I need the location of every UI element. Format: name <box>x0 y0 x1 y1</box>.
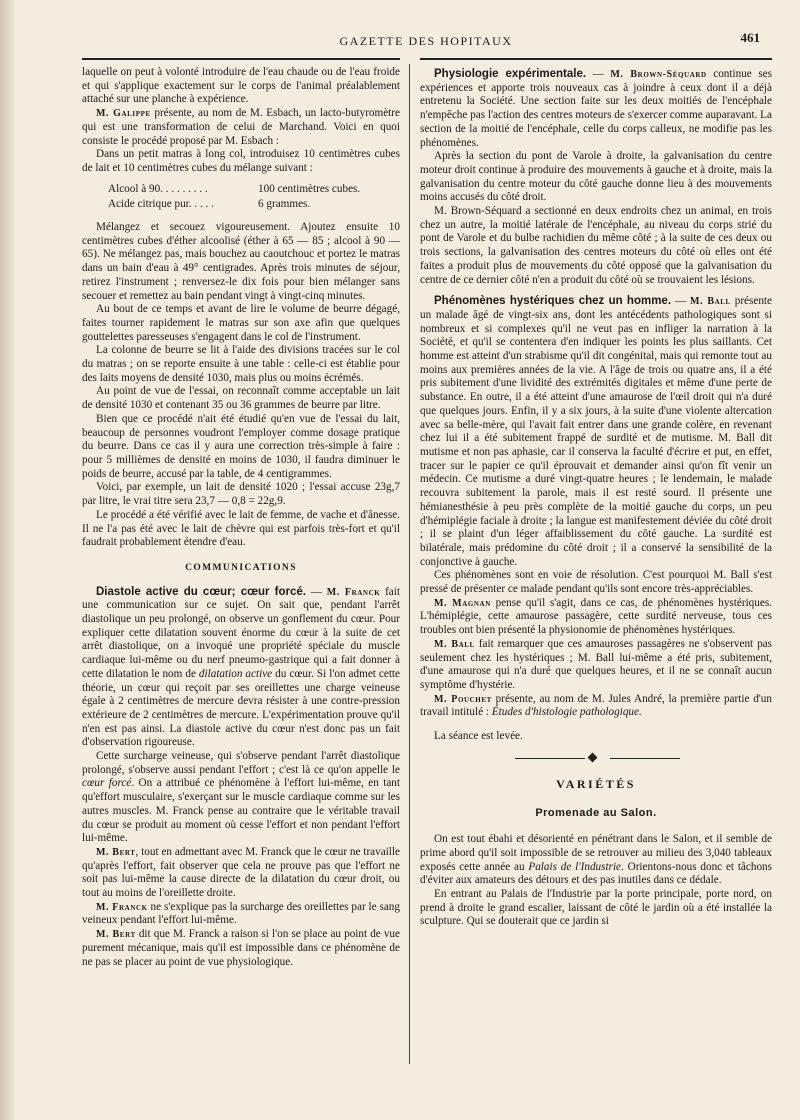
paragraph-text: continue ses expériences et apporte trois nouveaux cas à joindre à ceux dont il a déjà entretenu la Société. Une section faite sur les deux moitiés de l'encéphale n'empêche pas l'action des centres moteurs de s'exercer comme auparavant. La section de la moitié de l'encéphale, celle du corps calleux, ne modifie pas les phénomènes. <box>420 68 772 149</box>
page-header <box>82 30 770 52</box>
subsection-title: Promenade au Salon. <box>535 807 657 820</box>
ornament-line <box>610 758 680 759</box>
paragraph-text: fait une communication sur ce sujet. On sait que, pendant l'arrêt diastolique un peu prolongé, on observe un gonflement du cœur. Pour expliquer cette dilatation souvent énorme du cœur à la suite de cet arrêt diastolique, on a invoqué une propriété spéciale du muscle cardiaque lui-même ou du nerf pneumo-gastrique qui a fait donner à cette dilatation le nom de <box>82 585 400 680</box>
speaker-name: M. Ball <box>434 638 475 650</box>
paragraph: Au bout de ce temps et avant de lire le volume de beurre dégagé, faites tourner rapidement le matras sur son axe afin que quelques gouttelettes paresseuses s'engagent dans le col de l'instrument. <box>82 303 400 343</box>
italic-term: Palais de l'Industrie <box>528 860 622 873</box>
speaker-name: M. Pouchet <box>434 693 492 705</box>
section-title: VARIÉTÉS <box>556 776 636 791</box>
paragraph: Voici, par exemple, un lait de densité 1020 ; l'essai accuse 23g,7 par litre, le vrai titre sera 23,7 — 0,8 = 22g,9. <box>82 481 400 508</box>
header-rule-right <box>420 58 772 60</box>
paragraph: Mélangez et secouez vigoureusement. Ajoutez ensuite 10 centimètres cubes d'éther alcoolisé (éther à 65 — 85 ; alcool à 90 — 65). Ne mélangez pas, mais bouchez au caoutchouc et portez le matras dans un bain d'eau à 49° centigrades. Après trois minutes de séjour, retirez l'instrument ; renversez-le dix fois pour bien mélanger sans secouer et remettez au bain pendant vingt à vingt-cinq minutes. <box>82 221 400 302</box>
paragraph-text: Cette surcharge veineuse, qui s'observe pendant l'arrêt diastolique prolongé, s'observe aussi pendant l'effort ; c'est là ce qu'on appelle le <box>82 750 400 776</box>
paragraph-text: présente, au nom de M. Esbach, un lacto-butyromètre qui est une transformation de celui de Marchand. Voici en quoi consiste le procédé proposé par M. Esbach : <box>82 107 400 147</box>
diamond-icon <box>588 752 598 762</box>
paragraph <box>82 928 400 969</box>
formula-label: Alcool à 90. . . . . . . . . <box>108 182 208 195</box>
paragraph: Physiologie expérimentale. — M. Brown-Séquard continue ses expériences et apporte trois nouveaux cas à joindre à ceux dont il a déjà entretenu la Société. Une section faite sur les deux moitiés de l'encéphale n'empêche pas l'action des centres moteurs de s'exercer comme auparavant. La section de la moitié de l'encéphale, celle du corps calleux, ne modifie pas les phénomènes. <box>420 68 772 149</box>
paragraph-text: pense qu'il s'agit, dans ce cas, de phénomènes hystériques. L'hémiplégie, cette amaurose passagère, cette surdité nerveuse, tous ces troubles ont bien présenté la physionomie de phénomènes hystériques. <box>420 596 772 637</box>
paragraph <box>420 597 772 638</box>
paragraph: Dans un petit matras à long col, introduisez 10 centimètres cubes de lait et 10 centimètres cubes du mélange suivant : <box>82 148 400 174</box>
paragraph-text: . On a attribué ce phénomène à l'effort lui-même, en tant qu'effort musculaire, s'exerçant sur le muscle cardiaque comme sur les autres muscles. M. Franck pense au contraire que le véritable travail du cœur se produit au moment où cesse l'effort et non pendant l'effort lui-même. <box>82 777 401 845</box>
paragraph-text: fait remarquer que ces amauroses passagères ne s'observent pas seulement chez les hystériques ; M. Ball lui-même a été pris, subitement, d'une amaurose qui n'a duré que quelques heures, et il ne se connaît aucun symptôme d'hystérie. <box>420 637 772 691</box>
article-heading: Diastole active du cœur; cœur forcé. <box>96 585 306 598</box>
paragraph: Le procédé a été vérifié avec le lait de femme, de vache et d'ânesse. Il ne l'a pas été avec le lait de chèvre qui est parfois très-fort et qu'il faudrait probablement étendre d'eau. <box>82 508 400 549</box>
header-rule-left <box>82 58 400 60</box>
paragraph-text: dit que M. Franck a raison si l'on se place au point de vue purement mécanique, mais qu'il est impossible dans ce phénomène de ne pas se placer au point de vue physiologique. <box>82 928 400 968</box>
paragraph: Ces phénomènes sont en voie de résolution. C'est pourquoi M. Ball s'est pressé de présenter ce malade pendant qu'ils sont encore très-appréciables. <box>420 569 772 596</box>
paragraph <box>82 107 400 148</box>
section-title: COMMUNICATIONS <box>185 562 297 573</box>
paragraph: Phénomènes hystériques chez un homme. — M. Ball présente un malade âgé de vingt-six ans, dont les antécédents pathologiques sont si nombreux et si complexes qu'il ne veut pas en infliger la narration à la Société, et qu'il se contentera d'en indiquer les points les plus saillants. Cet homme est atteint d'un strabisme qu'il dit congénital, mais qui remonte tout au moins aux premières années de la vie. A l'âge de trois ou quatre ans, il a été pris subitement d'une lividité des extrémités digitales et même d'une perte de substance. En outre, il a été atteint d'une amaurose de l'œil droit qui n'a duré que quelques jours. Enfin, il y a six jours, à la suite d'une violente altercation avec sa belle-mère, qui l'avait fait entrer dans une grande colère, en revenant chez lui il a été subitement frappé de surdité et de mutisme. M. Ball dit mutisme et non pas aphasie, car il conserva la faculté d'écrire et put, en effet, tracer sur le papier ce qu'il éprouvait et demander ainsi qu'on fît venir un médecin. Ce mutisme a duré vingt-quatre heures ; le lendemain, le malade recouvra subitement la parole, mais il est resté sourd. Il présente une hémianesthésie à peu près complète de la moitié gauche du corps, un peu d'hémiplégie faciale à droite ; la langue est manifestement déviée du côté droit ; il se plaint d'un léger affaiblissement du côté gauche. La surdité est bilatérale, mais prédomine du côté droit ; il a conservé la sensibilité de la conjonctive à gauche. <box>420 295 772 568</box>
formula-value: 100 centimètres cubes. <box>258 182 361 195</box>
paragraph-text: , tout en admettant avec M. Franck que le cœur ne travaille qu'après l'effort, fait observer que cela ne prouve pas que l'effort ne soit pas lui-même la cause directe de la dilatation du cœur droit, ou tout au moins de l'oreillette droite. <box>82 845 400 900</box>
paragraph: Au point de vue de l'essai, on reconnaît comme acceptable un lait de densité 1030 et contenant 35 ou 36 grammes de beurre par litre. <box>82 385 400 412</box>
paragraph <box>82 846 400 901</box>
paragraph: En entrant au Palais de l'Industrie par la porte principale, porte nord, on prend à droite le grand escalier, laissant de côté le jardin où a été installée la sculpture. Qui se douterait que ce jardin si <box>420 887 772 928</box>
paragraph <box>420 693 772 720</box>
paragraph-text: ne s'explique pas la surcharge des oreillettes par le sang veineux pendant l'effort lui-même. <box>82 900 400 927</box>
paragraph: Diastole active du cœur; cœur forcé. — M. Franck fait une communication sur ce sujet. On sait que, pendant l'arrêt diastolique un peu prolongé, on observe un gonflement du cœur. Pour expliquer cette dilatation souvent énorme du cœur à la suite de cet arrêt diastolique, on a invoqué une propriété spéciale du muscle cardiaque lui-même ou du nerf pneumo-gastrique qui a fait donner à cette dilatation le nom de dilatation active du cœur. Si l'on admet cette théorie, un cœur qui reçoit par ses oreillettes une charge veineuse égale à 2 centimètres de mercure devra résister à une contre-pression extérieure de 2 centimètres de mercure. L'expérimentation prouve qu'il n'en est pas ainsi. La diastole active du cœur n'est donc pas un fait d'observation rigoureuse. <box>82 585 401 749</box>
speaker-name: M. Bert <box>96 929 136 941</box>
speaker-name: M. Galippe <box>96 108 151 120</box>
speaker-name: M. Magnan <box>434 597 491 609</box>
paragraph: La séance est levée. <box>434 730 523 743</box>
speaker-name: M. Bert <box>96 846 136 858</box>
paragraph: laquelle on peut à volonté introduire de l'eau chaude ou de l'eau froide et qui s'applique exactement sur le corps de l'animal préalablement attaché sur une planche à expérience. <box>82 66 400 106</box>
paragraph: M. Brown-Séquard a sectionné en deux endroits chez un animal, en trois chez un autre, la moitié latérale de l'encéphale, au niveau du corps strié du pont de Varole et du bulbe rachidien du même côté ; à la suite de ces deux ou trois sections, la galvanisation des centres moteurs du côté où elles ont été faites a produit plus de mouvements du côté opposé que la galvanisation du centre de ce dernier côté n'en a produit du côté où se trouvaient les lésions. <box>420 205 772 286</box>
ornament-line <box>515 758 585 759</box>
paragraph: Après la section du pont de Varole à droite, la galvanisation du centre moteur droit continue à produire des mouvements à gauche et à droite, mais la galvanisation du centre moteur du côté gauche donne lieu à des mouvements moins accusés du côté droit. <box>420 150 772 204</box>
paragraph <box>420 638 772 693</box>
formula-table <box>108 182 360 213</box>
formula-row <box>108 182 360 198</box>
running-title: GAZETTE DES HOPITAUX <box>339 34 513 48</box>
speaker-name: M. Ball <box>690 296 731 308</box>
speaker-name: M. Brown-Séquard <box>610 69 707 80</box>
italic-title: Études d'histologie pathologique. <box>491 706 642 719</box>
left-column <box>82 66 400 969</box>
paragraph <box>420 833 772 888</box>
paragraph <box>82 750 400 846</box>
formula-label: Acide citrique pur. . . . . <box>108 198 214 211</box>
paragraph-text: présente, au nom de M. Jules André, la première partie d'un travail intitulé : <box>420 692 772 719</box>
paragraph-text: présente un malade âgé de vingt-six ans, dont les antécédents pathologiques sont si nombreux et si complexes qu'il ne veut pas en infliger la narration à la Société, et qu'il se contentera d'en indiquer les points les plus saillants. Cet homme est atteint d'un strabisme qu'il dit congénital, mais qui remonte tout au moins aux premières années de la vie. A l'âge de trois ou quatre ans, il a été pris subitement d'une lividité des extrémités digitales et même d'une perte de substance. En outre, il a été atteint d'une amaurose de l'œil droit qui n'a duré que quelques jours. Enfin, il y a six jours, à la suite d'une violente altercation avec sa belle-mère, qui l'avait fait entrer dans une grande colère, en revenant chez lui il a été subitement frappé de surdité et de mutisme. M. Ball dit mutisme et non pas aphasie, car il conserva la faculté d'écrire et put, en effet, tracer sur le papier ce qu'il éprouvait et demander ainsi qu'on fît venir un médecin. Ce mutisme a duré vingt-quatre heures ; le lendemain, le malade recouvra subitement la parole, mais il est resté sourd. Il présente une hémianesthésie à peu près complète de la moitié gauche du corps, un peu d'hémiplégie faciale à droite ; la langue est manifestement déviée du côté droit ; il se plaint d'un léger affaiblissement du côté gauche. La surdité est bilatérale, mais prédomine du côté droit ; il a conservé la sensibilité de la conjonctive à gauche. <box>420 295 772 568</box>
right-column <box>420 68 772 929</box>
page-binding-edge <box>0 0 14 1120</box>
paragraph-text: du cœur. Si l'on admet cette théorie, un cœur qui reçoit par ses oreillettes une charge veineuse égale à 2 centimètres de mercure devra résister à une contre-pression extérieure de 2 centimètres de mercure. L'expérimentation prouve qu'il n'en est pas ainsi. La diastole active du cœur n'est donc pas un fait d'observation rigoureuse. <box>82 667 401 749</box>
ornament-divider <box>420 752 772 764</box>
italic-term: cœur forcé <box>82 777 132 790</box>
paragraph: La colonne de beurre se lit à l'aide des divisions tracées sur le col du matras ; on se reporte ensuite à une table : celle-ci est établie pour des laits moyens de densité 1030, mais plus ou moins écrémés. <box>82 344 400 384</box>
speaker-name: M. Franck <box>96 901 148 913</box>
speaker-name: M. Franck <box>326 586 381 598</box>
formula-row <box>108 197 360 213</box>
column-divider <box>409 64 410 1064</box>
paragraph: Bien que ce procédé n'ait été étudié qu'en vue de l'essai du lait, beaucoup de personnes voudront l'employer comme dosage pratique du beurre. Dans ce cas il y aura une correction très-simple à faire : pour 5 millièmes de densité en moins de 1030, il faudra diminuer le poids de beurre, accusé par la table, de 4 centigrammes. <box>82 412 400 480</box>
paragraph-text: On est tout ébahi et désorienté en pénétrant dans le Salon, et il semble de prime abord qu'il soit impossible de se retrouver au milieu des 3,040 tableaux exposés cette année au <box>420 833 772 873</box>
paragraph-text: . Orientons-nous donc et tâchons d'éviter aux amateurs des détours et des pas inutiles dans ce dédale. <box>420 860 772 887</box>
italic-term: dilatation active <box>198 667 273 680</box>
formula-value: 6 grammes. <box>258 198 311 211</box>
article-heading: Phénomènes hystériques chez un homme. <box>434 295 672 308</box>
article-heading: Physiologie expérimentale. <box>434 68 587 80</box>
page-number: 461 <box>740 30 760 45</box>
paragraph <box>82 901 400 928</box>
